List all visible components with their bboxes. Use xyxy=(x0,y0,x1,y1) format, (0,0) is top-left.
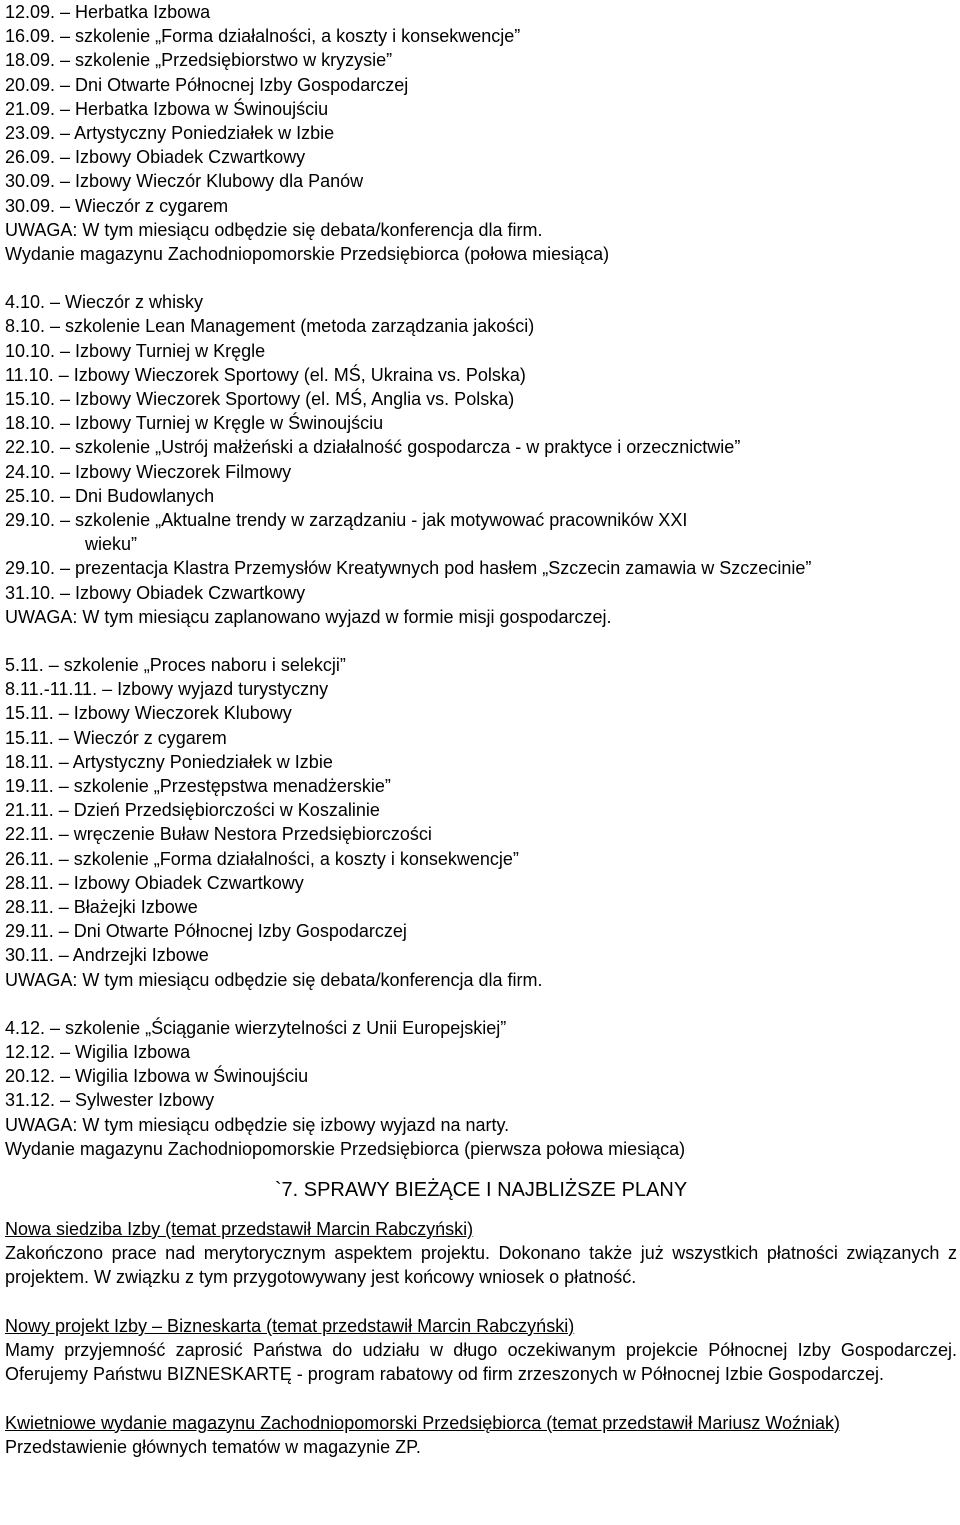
schedule-line: 30.09. – Wieczór z cygarem xyxy=(5,195,229,216)
schedule-line: 5.11. – szkolenie „Proces naboru i selekcji” xyxy=(5,655,346,676)
schedule-line: 15.11. – Izbowy Wieczorek Klubowy xyxy=(5,703,292,724)
block-body: Przedstawienie głównych tematów w magazynie ZP. xyxy=(5,1436,421,1457)
schedule-line: 12.12. – Wigilia Izbowa xyxy=(5,1042,191,1063)
event-schedule xyxy=(5,0,957,1161)
block-body: Mamy przyjemność zaprosić Państwa do udziału w długo oczekiwanym projekcie Północnej Izby Gospodarczej. Oferujemy Państwu BIZNESKARTĘ - program rabatowy od firm zrzeszonych w Północnej Izbie Gospodarczej. xyxy=(5,1340,957,1385)
section-block-1 xyxy=(5,1314,957,1387)
schedule-line: 15.11. – Wieczór z cygarem xyxy=(5,727,227,748)
schedule-line: 22.10. – szkolenie „Ustrój małżeński a działalność gospodarcza - w praktyce i orzecznictwie” xyxy=(5,437,741,458)
schedule-line: 29.11. – Dni Otwarte Północnej Izby Gospodarczej xyxy=(5,921,407,942)
schedule-line: 21.11. – Dzień Przedsiębiorczości w Koszalinie xyxy=(5,800,380,821)
schedule-line: 28.11. – Izbowy Obiadek Czwartkowy xyxy=(5,872,304,893)
schedule-line: 22.11. – wręczenie Buław Nestora Przedsiębiorczości xyxy=(5,824,432,845)
schedule-line-continuation: wieku” xyxy=(85,534,138,555)
section-block-0 xyxy=(5,1217,957,1290)
schedule-line: 20.09. – Dni Otwarte Północnej Izby Gospodarczej xyxy=(5,74,409,95)
schedule-line: 31.12. – Sylwester Izbowy xyxy=(5,1090,215,1111)
block-title: Nowy projekt Izby – Bizneskarta (temat przedstawił Marcin Rabczyński) xyxy=(5,1315,575,1336)
schedule-line: Wydanie magazynu Zachodniopomorskie Przedsiębiorca (pierwsza połowa miesiąca) xyxy=(5,1138,686,1159)
blank-line xyxy=(5,266,957,290)
schedule-line: 30.11. – Andrzejki Izbowe xyxy=(5,945,209,966)
schedule-line: Wydanie magazynu Zachodniopomorskie Przedsiębiorca (połowa miesiąca) xyxy=(5,243,610,264)
schedule-line: UWAGA: W tym miesiącu zaplanowano wyjazd w formie misji gospodarczej. xyxy=(5,606,612,627)
schedule-line: 12.09. – Herbatka Izbowa xyxy=(5,2,211,22)
schedule-line: 26.09. – Izbowy Obiadek Czwartkowy xyxy=(5,147,306,168)
schedule-line: 8.11.-11.11. – Izbowy wyjazd turystyczny xyxy=(5,679,329,700)
schedule-line: 20.12. – Wigilia Izbowa w Świnoujściu xyxy=(5,1066,309,1087)
schedule-line: 16.09. – szkolenie „Forma działalności, a koszty i konsekwencje” xyxy=(5,26,521,47)
schedule-line: 23.09. – Artystyczny Poniedziałek w Izbie xyxy=(5,122,335,143)
schedule-line: 24.10. – Izbowy Wieczorek Filmowy xyxy=(5,461,292,482)
schedule-line: 30.09. – Izbowy Wieczór Klubowy dla Panów xyxy=(5,171,364,192)
schedule-line: 10.10. – Izbowy Turniej w Kręgle xyxy=(5,340,266,361)
document-page xyxy=(5,0,957,1525)
schedule-line: 4.12. – szkolenie „Ściąganie wierzytelności z Unii Europejskiej” xyxy=(5,1017,507,1038)
block-title: Kwietniowe wydanie magazynu Zachodniopomorski Przedsiębiorca (temat przedstawił Mariusz Woźniak) xyxy=(5,1412,841,1433)
schedule-line: 29.10. – prezentacja Klastra Przemysłów Kreatywnych pod hasłem „Szczecin zamawia w Szczecinie” xyxy=(5,558,812,579)
schedule-line: 8.10. – szkolenie Lean Management (metoda zarządzania jakości) xyxy=(5,316,535,337)
schedule-line: 11.10. – Izbowy Wieczorek Sportowy (el. MŚ, Ukraina vs. Polska) xyxy=(5,364,526,385)
block-title: Nowa siedziba Izby (temat przedstawił Marcin Rabczyński) xyxy=(5,1219,474,1239)
schedule-line: 18.10. – Izbowy Turniej w Kręgle w Świnoujściu xyxy=(5,413,384,434)
section-heading: `7. SPRAWY BIEŻĄCE I NAJBLIŻSZE PLANY xyxy=(274,1179,688,1201)
schedule-line: UWAGA: W tym miesiącu odbędzie się debata/konferencja dla firm. xyxy=(5,219,543,240)
schedule-line: 21.09. – Herbatka Izbowa w Świnoujściu xyxy=(5,98,329,119)
schedule-line: UWAGA: W tym miesiącu odbędzie się izbowy wyjazd na narty. xyxy=(5,1114,510,1135)
schedule-line: UWAGA: W tym miesiącu odbędzie się debata/konferencja dla firm. xyxy=(5,969,543,990)
schedule-line: 31.10. – Izbowy Obiadek Czwartkowy xyxy=(5,582,306,603)
schedule-line: 25.10. – Dni Budowlanych xyxy=(5,485,215,506)
schedule-line: 15.10. – Izbowy Wieczorek Sportowy (el. MŚ, Anglia vs. Polska) xyxy=(5,389,515,409)
schedule-line: 28.11. – Błażejki Izbowe xyxy=(5,896,198,917)
schedule-line: 29.10. – szkolenie „Aktualne trendy w zarządzaniu - jak motywować pracowników XXI xyxy=(5,509,688,530)
schedule-line: 26.11. – szkolenie „Forma działalności, a koszty i konsekwencje” xyxy=(5,848,519,869)
schedule-line: 18.09. – szkolenie „Przedsiębiorstwo w kryzysie” xyxy=(5,50,393,71)
schedule-line: 18.11. – Artystyczny Poniedziałek w Izbie xyxy=(5,751,333,772)
schedule-line: 19.11. – szkolenie „Przestępstwa menadżerskie” xyxy=(5,776,391,796)
blank-line xyxy=(5,629,957,653)
block-body: Zakończono prace nad merytorycznym aspektem projektu. Dokonano także już wszystkich płatności związanych z projektem. W związku z tym przygotowywany jest końcowy wniosek o płatność. xyxy=(5,1243,957,1288)
schedule-line: 4.10. – Wieczór z whisky xyxy=(5,292,204,313)
section-block-2 xyxy=(5,1411,957,1459)
blank-line xyxy=(5,992,957,1016)
